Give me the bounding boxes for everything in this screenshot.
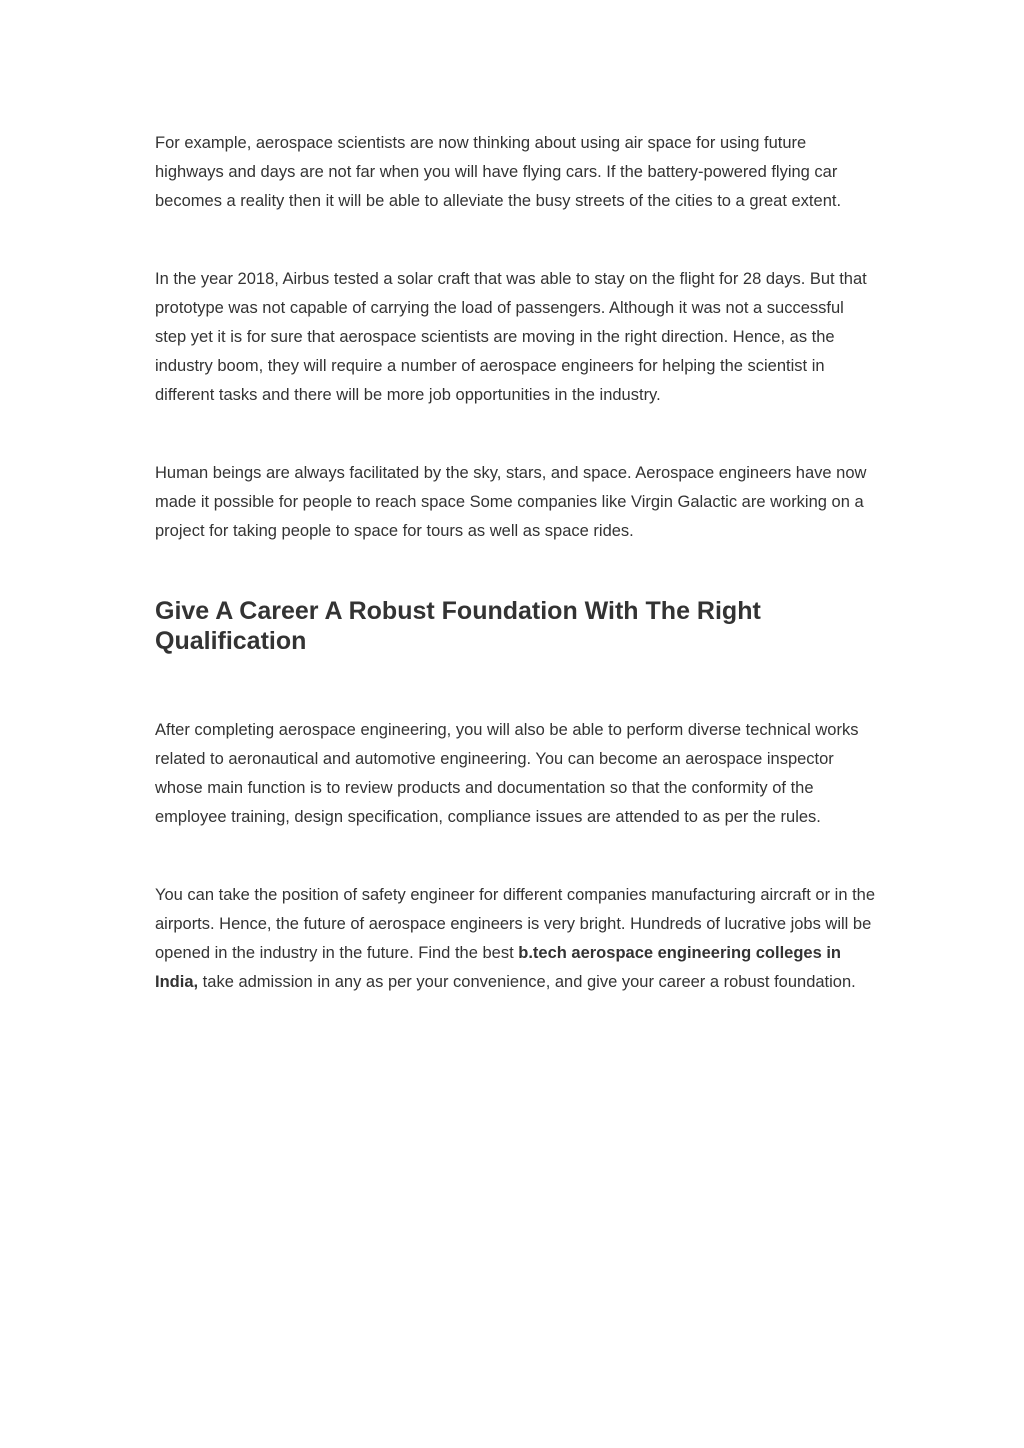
conclusion-text-before: You can take the position of safety engineer for different companies manufacturing aircraft or in the airports. Hence, the future of aerospace engineers is very bright. Hundreds of lucrative jobs will be opened in the industry in the future. Find the best bbox=[155, 886, 876, 962]
paragraph-career-options: After completing aerospace engineering, you will also be able to perform diverse technical works related to aeronautical and automotive engineering. You can become an aerospace inspector whose main function is to review products and documentation so that the conformity of the employee training, design specification, compliance issues are attended to as per the rules. bbox=[155, 721, 859, 826]
paragraph-conclusion bbox=[155, 881, 875, 997]
paragraph-airbus-solar-craft: In the year 2018, Airbus tested a solar craft that was able to stay on the flight for 28 days. But that prototype was not capable of carrying the load of passengers. Although it was not a successful step yet it is for sure that aerospace scientists are moving in the right direction. Hence, as the industry boom, they will require a number of aerospace engineers for helping the scientist in different tasks and there will be more job opportunities in the industry. bbox=[155, 270, 867, 404]
paragraph-space-tourism: Human beings are always facilitated by the sky, stars, and space. Aerospace engineers have now made it possible for people to reach space Some companies like Virgin Galactic are working on a project for taking people to space for tours as well as space rides. bbox=[155, 464, 867, 540]
paragraph-flying-cars: For example, aerospace scientists are now thinking about using air space for using future highways and days are not far when you will have flying cars. If the battery-powered flying car becomes a reality then it will be able to alleviate the busy streets of the cities to a great extent. bbox=[155, 134, 842, 210]
article-body bbox=[155, 129, 875, 997]
colleges-keyword: b.tech aerospace engineering colleges in India, bbox=[155, 944, 842, 991]
conclusion-text-after: take admission in any as per your convenience, and give your career a robust foundation. bbox=[198, 973, 856, 991]
section-heading: Give A Career A Robust Foundation With The Right Qualification bbox=[155, 597, 761, 655]
